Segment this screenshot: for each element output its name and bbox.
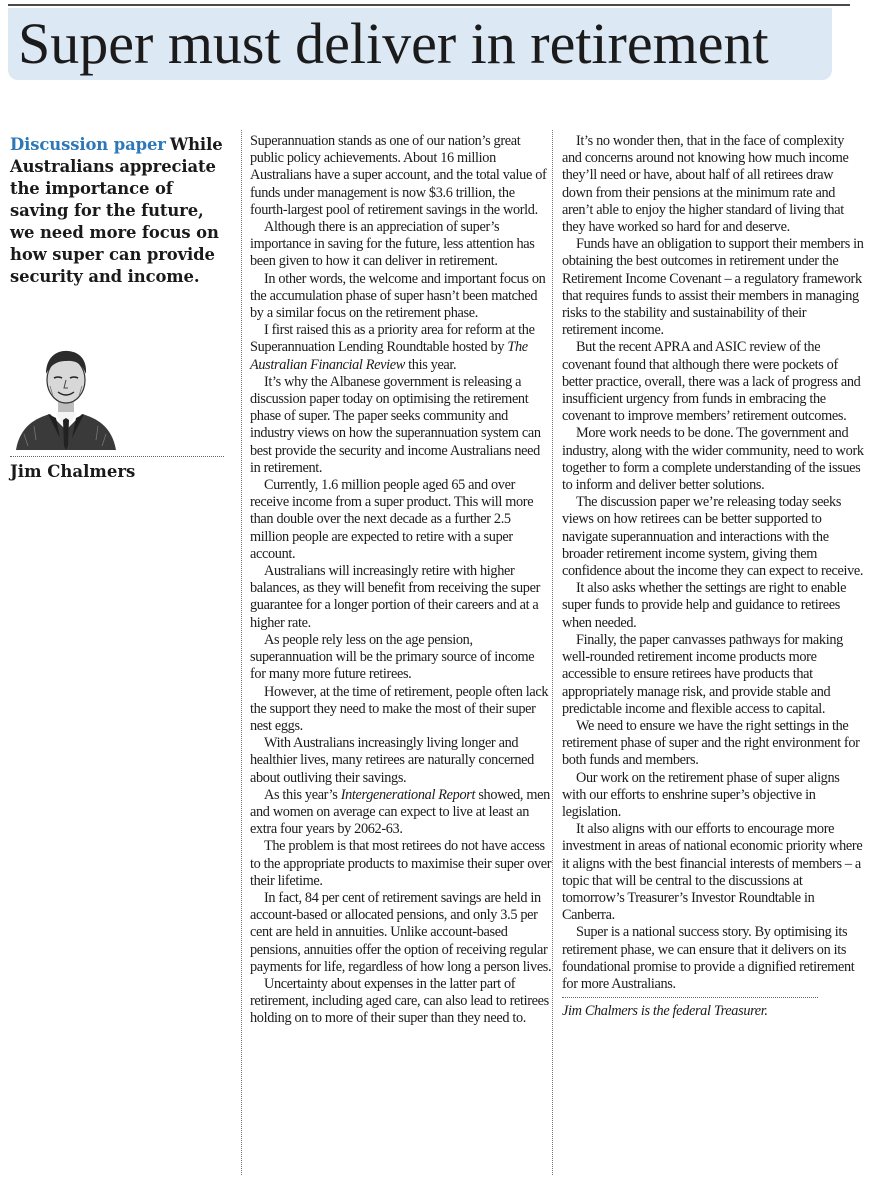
byline-rule <box>10 456 224 457</box>
paragraph: Funds have an obligation to support their members in obtaining the best outcomes in retirement under the Retirement Income Covenant – a regulatory framework that requires funds to assist their members in managing risks to the stability and sustainability of their retirement income. <box>562 236 864 339</box>
paragraph: Our work on the retirement phase of super aligns with our efforts to enshrine super’s objective in legislation. <box>562 769 840 820</box>
paragraph: The discussion paper we’re releasing today seeks views on how retirees can be better supported to navigate superannuation and interactions with the broader retirement income system, giving them confidence about the income they can expect to receive. <box>562 494 864 580</box>
paragraph: More work needs to be done. The government and industry, along with the wider community, need to work together to form a complete understanding of the issues to inform and deliver better solutions. <box>562 425 864 494</box>
author-portrait-illustration <box>10 334 122 450</box>
author-note: Jim Chalmers is the federal Treasurer. <box>562 1003 768 1020</box>
paragraph: The problem is that most retirees do not have access to the appropriate products to maximise their super over their lifetime. <box>250 838 552 889</box>
standfirst-text: While Australians appreciate the importance of saving for the future, we need more focus on how super can provide security and income. <box>10 135 223 286</box>
paragraph: It also asks whether the settings are right to enable super funds to provide help and guidance to retirees when needed. <box>562 580 847 631</box>
paragraph: It’s why the Albanese government is releasing a discussion paper today on optimising the retirement phase of super. The paper seeks community and industry views on how the superannuation system can best provide the security and income Australians need in retirement. <box>250 373 541 476</box>
paragraph: We need to ensure we have the right settings in the retirement phase of super and the right environment for both funds and members. <box>562 717 860 769</box>
paragraph: Super is a national success story. By optimising its retirement phase, we can ensure that it delivers on its foundational promise to provide a dignified retirement for more Australians. <box>562 924 855 992</box>
paragraph: Finally, the paper canvasses pathways for making well-rounded retirement income products more accessible to ensure retirees have products that appropriately manage risk, and provide stable and predictable income and flexible access to capital. <box>562 631 843 717</box>
column-separator <box>241 130 242 1175</box>
article-column-2 <box>562 133 864 1020</box>
paragraph: In fact, 84 per cent of retirement savings are held in account-based or allocated pensions, and only 3.5 per cent are held in annuities. Unlike account-based pensions, annuities offer the option of receiving regular payments for life, regardless of how long a person lives. <box>250 889 552 975</box>
paragraph: Although there is an appreciation of super’s importance in saving for the future, less attention has been given to how it can deliver in retirement. <box>250 219 535 270</box>
paragraph: But the recent APRA and ASIC review of the covenant found that although there were pockets of better practice, overall, there was a lack of progress and insufficient urgency from funds in embracing the covenant to improve members’ retirement outcomes. <box>562 339 861 425</box>
top-rule <box>8 4 850 6</box>
standfirst <box>10 134 232 288</box>
headline: Super must deliver in retirement <box>8 8 832 80</box>
standfirst-kicker: Discussion paper <box>10 135 166 154</box>
paragraph: It’s no wonder then, that in the face of complexity and concerns around not knowing how much income they’ll need or have, about half of all retirees draw down from their pensions at the minimum rate and aren’t able to enjoy the higher standard of living that they have worked so hard for and deserve. <box>562 133 849 236</box>
column-separator <box>552 130 553 1175</box>
paragraph: Uncertainty about expenses in the latter part of retirement, including aged care, can also lead to retirees holding on to more of their super than they need to. <box>250 975 549 1027</box>
paragraph: I first raised this as a priority area for reform at the Superannuation Lending Roundtable hosted by The Australian Financial Review this year. <box>250 322 535 373</box>
paragraph: As this year’s Intergenerational Report showed, men and women on average can expect to live at least an extra four years by 2062-63. <box>250 786 550 838</box>
publication-title: The Australian Financial Review <box>250 339 528 373</box>
byline: Jim Chalmers <box>10 462 136 481</box>
paragraph: However, at the time of retirement, people often lack the support they need to make the most of their super nest eggs. <box>250 683 549 734</box>
report-title: Intergenerational Report <box>340 786 476 803</box>
paragraph: Australians will increasingly retire with higher balances, as they will benefit from receiving the super guarantee for a longer portion of their careers and at a higher rate. <box>250 563 541 631</box>
paragraph: Superannuation stands as one of our nation’s great public policy achievements. About 16 million Australians have a super account, and the total value of funds under management is now $3.6 trillion, the fourth-largest pool of retirement savings in the world. <box>250 133 547 218</box>
paragraph: It also aligns with our efforts to encourage more investment in areas of national economic priority where it aligns with the best financial interests of members – a topic that will be central to the discussions at tomorrow’s Treasurer’s Investor Roundtable in Canberra. <box>562 821 863 924</box>
sidebar <box>10 134 232 481</box>
article-column-1 <box>250 133 552 1028</box>
footer-rule <box>562 997 818 998</box>
paragraph: As people rely less on the age pension, superannuation will be the primary source of income for many more future retirees. <box>250 631 535 683</box>
paragraph: In other words, the welcome and important focus on the accumulation phase of super hasn’t been matched by a similar focus on the retirement phase. <box>250 270 546 322</box>
paragraph: Currently, 1.6 million people aged 65 and over receive income from a super product. This will more than double over the next decade as a further 2.5 million people are expected to retire with a super account. <box>250 477 534 562</box>
paragraph: With Australians increasingly living longer and healthier lives, many retirees are naturally concerned about outliving their savings. <box>250 735 534 786</box>
